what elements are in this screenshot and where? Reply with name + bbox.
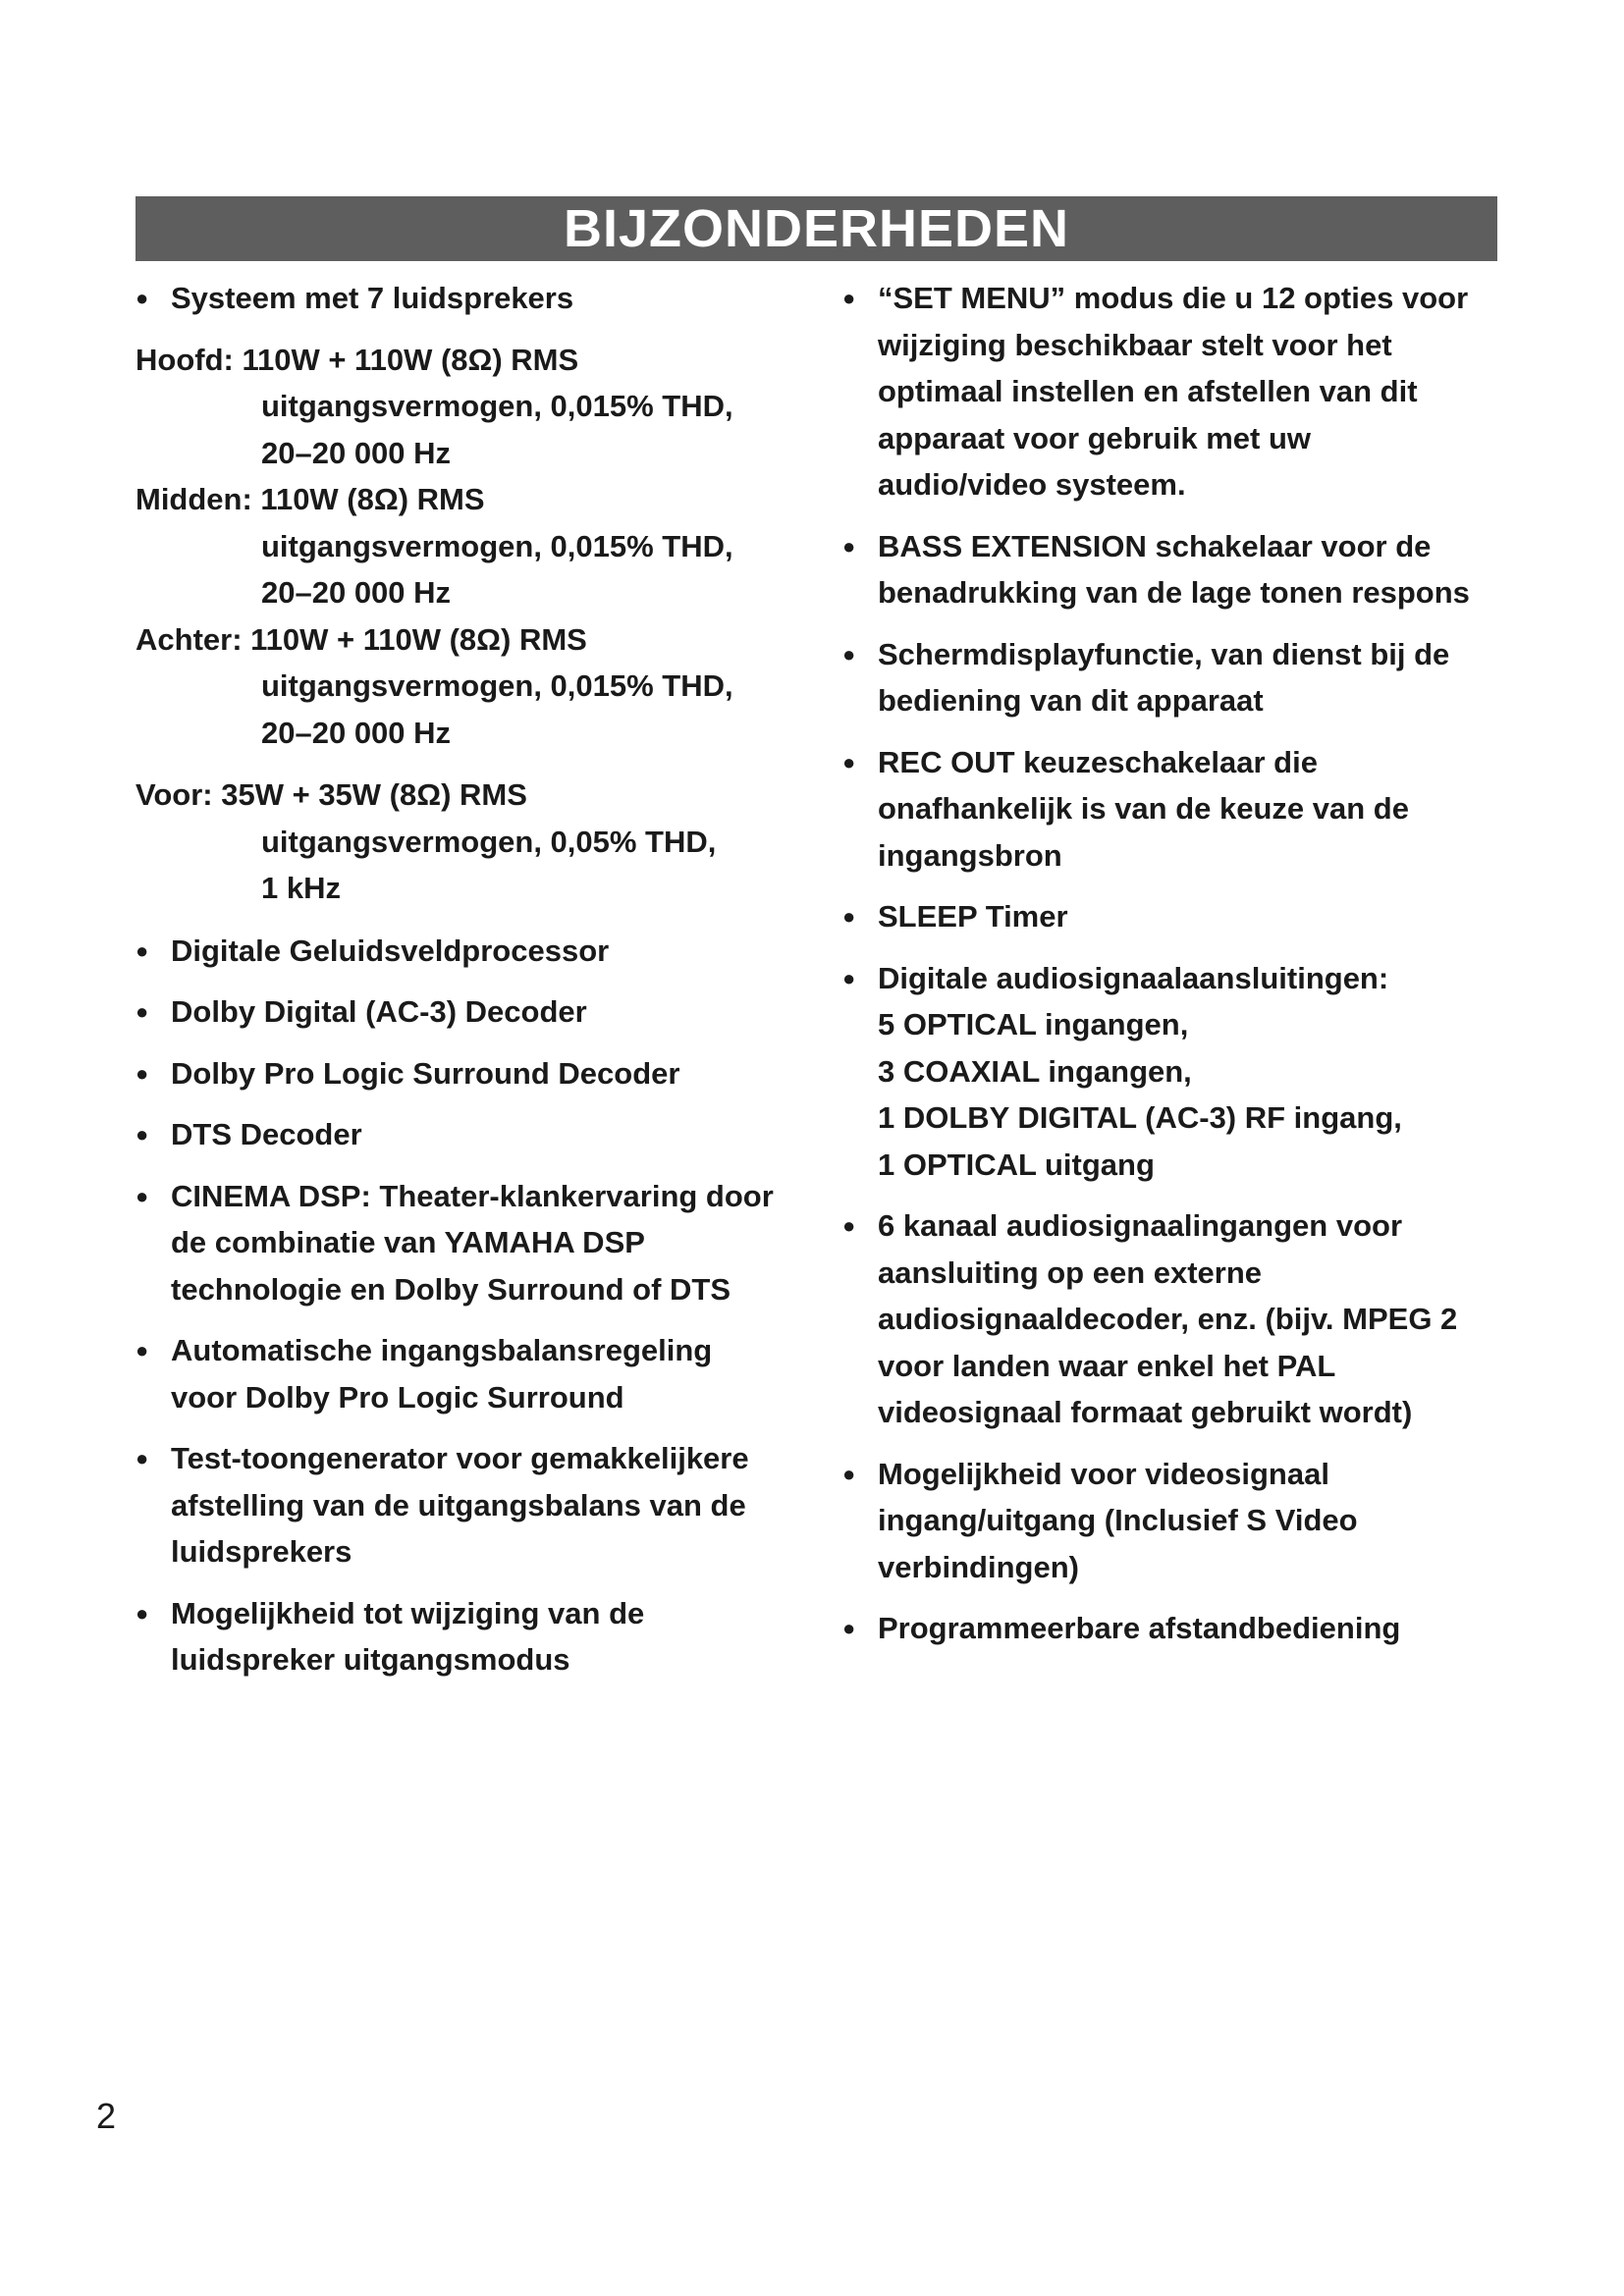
- spec-line: 1 kHz: [261, 871, 341, 905]
- item-text: Automatische ingangsbalansregeling: [171, 1333, 713, 1367]
- item-text: afstelling van de uitgangsbalans van de: [171, 1487, 746, 1522]
- spec-front: [135, 772, 823, 912]
- bullet-icon: ●: [135, 1060, 149, 1086]
- list-item: [135, 1435, 823, 1575]
- item-text: optimaal instellen en afstellen van dit: [878, 374, 1418, 408]
- list-item: [842, 523, 1510, 616]
- bullet-icon: ●: [842, 965, 856, 990]
- spec-rear: [135, 616, 823, 757]
- item-text: audio/video systeem.: [878, 467, 1186, 502]
- list-item: [135, 988, 823, 1036]
- item-text: onafhankelijk is van de keuze van de: [878, 791, 1409, 826]
- item-text: ingangsbron: [878, 837, 1062, 873]
- item-text: audiosignaaldecoder, enz. (bijv. MPEG 2: [878, 1302, 1458, 1336]
- bullet-icon: ●: [842, 1213, 856, 1238]
- item-text: wijziging beschikbaar stelt voor het: [878, 327, 1392, 362]
- item-text: apparaat voor gebruik met uw: [878, 420, 1311, 455]
- list-item: [135, 1173, 823, 1313]
- list-item: [842, 739, 1510, 880]
- bullet-icon: ●: [135, 1600, 149, 1626]
- item-text: aansluiting op een externe: [878, 1255, 1263, 1290]
- item-text: Schermdisplayfunctie, van dienst bij de: [878, 636, 1450, 671]
- item-text: SLEEP Timer: [878, 899, 1068, 934]
- item-text: luidspreker uitgangsmodus: [171, 1642, 570, 1677]
- bullet-icon: ●: [135, 1183, 149, 1208]
- spec-main: [135, 337, 823, 477]
- list-item: [135, 275, 823, 322]
- item-text: Digitale Geluidsveldprocessor: [171, 933, 610, 968]
- item-text: verbindingen): [878, 1549, 1079, 1584]
- list-item: [842, 631, 1510, 724]
- list-item: [842, 1605, 1510, 1652]
- spec-center: [135, 476, 823, 616]
- bullet-icon: ●: [135, 1446, 149, 1470]
- list-item: [135, 1050, 823, 1097]
- spec-line: 20–20 000 Hz: [261, 575, 452, 610]
- section-title: BIJZONDERHEDEN: [563, 199, 1070, 258]
- page-number: 2: [96, 2096, 117, 2136]
- bullet-icon: ●: [842, 641, 856, 667]
- spec-line: 20–20 000 Hz: [261, 435, 452, 470]
- item-text: videosignaal formaat gebruikt wordt): [878, 1395, 1413, 1429]
- left-column: [135, 275, 823, 1698]
- spec-head: Achter: 110W + 110W (8Ω) RMS: [135, 621, 587, 657]
- item-text: 1 DOLBY DIGITAL (AC-3) RF ingang,: [878, 1100, 1402, 1135]
- item-text: de combinatie van YAMAHA DSP: [171, 1225, 645, 1259]
- spec-line: uitgangsvermogen, 0,05% THD,: [261, 824, 717, 859]
- item-text: BASS EXTENSION schakelaar voor de: [878, 528, 1432, 563]
- item-text: 5 OPTICAL ingangen,: [878, 1007, 1189, 1041]
- speaker-specs: [135, 337, 823, 912]
- bullet-icon: ●: [842, 749, 856, 774]
- bullet-icon: ●: [135, 999, 149, 1024]
- spec-line: uitgangsvermogen, 0,015% THD,: [261, 528, 733, 563]
- section-title-bar: [135, 196, 1497, 261]
- item-text: voor Dolby Pro Logic Surround: [171, 1379, 624, 1415]
- item-text: ingang/uitgang (Inclusief S Video: [878, 1503, 1358, 1537]
- list-item: [842, 893, 1510, 940]
- bullet-icon: ●: [135, 1338, 149, 1362]
- item-text: 6 kanaal audiosignaalingangen voor: [878, 1208, 1403, 1243]
- item-text: Systeem met 7 luidsprekers: [171, 281, 574, 315]
- item-text: Dolby Digital (AC-3) Decoder: [171, 994, 587, 1029]
- bullet-icon: ●: [842, 533, 856, 559]
- bullet-icon: ●: [842, 286, 856, 310]
- item-text: Dolby Pro Logic Surround Decoder: [171, 1055, 680, 1091]
- bullet-icon: ●: [135, 1122, 149, 1147]
- item-text: CINEMA DSP: Theater-klankervaring door: [171, 1178, 774, 1213]
- item-text: REC OUT keuzeschakelaar die: [878, 744, 1318, 779]
- list-item: [135, 1111, 823, 1158]
- list-item: [842, 955, 1510, 1189]
- spec-line: uitgangsvermogen, 0,015% THD,: [261, 389, 733, 423]
- item-text: benadrukking van de lage tonen respons: [878, 575, 1470, 610]
- item-text: Programmeerbare afstandbediening: [878, 1611, 1401, 1645]
- bullet-icon: ●: [842, 1616, 856, 1640]
- list-item: [135, 1327, 823, 1420]
- item-text: bediening van dit apparaat: [878, 683, 1264, 718]
- item-text: DTS Decoder: [171, 1117, 362, 1151]
- spec-head: Midden: 110W (8Ω) RMS: [135, 482, 485, 516]
- item-text: technologie en Dolby Surround of DTS: [171, 1271, 731, 1307]
- item-text: Digitale audiosignaalaansluitingen:: [878, 960, 1389, 995]
- item-text: “SET MENU” modus die u 12 opties voor: [878, 281, 1469, 315]
- bullet-icon: ●: [842, 904, 856, 929]
- list-item: [842, 1202, 1510, 1436]
- list-item: [842, 1451, 1510, 1591]
- item-text: Test-toongenerator voor gemakkelijkere: [171, 1441, 749, 1475]
- list-item: [842, 275, 1510, 508]
- item-text: voor landen waar enkel het PAL: [878, 1348, 1336, 1383]
- item-text: 1 OPTICAL uitgang: [878, 1147, 1155, 1182]
- spec-line: uitgangsvermogen, 0,015% THD,: [261, 668, 733, 703]
- item-text: Mogelijkheid tot wijziging van de: [171, 1595, 645, 1630]
- spec-head: Hoofd: 110W + 110W (8Ω) RMS: [135, 342, 579, 377]
- bullet-icon: ●: [135, 286, 149, 310]
- item-text: luidsprekers: [171, 1534, 352, 1569]
- right-column: [842, 275, 1510, 1667]
- bullet-icon: ●: [842, 1461, 856, 1486]
- item-text: Mogelijkheid voor videosignaal: [878, 1456, 1329, 1491]
- item-text: 3 COAXIAL ingangen,: [878, 1053, 1192, 1089]
- spec-head: Voor: 35W + 35W (8Ω) RMS: [135, 777, 527, 812]
- list-item: [135, 1590, 823, 1683]
- list-item: [135, 928, 823, 975]
- bullet-icon: ●: [135, 937, 149, 963]
- spec-line: 20–20 000 Hz: [261, 715, 452, 750]
